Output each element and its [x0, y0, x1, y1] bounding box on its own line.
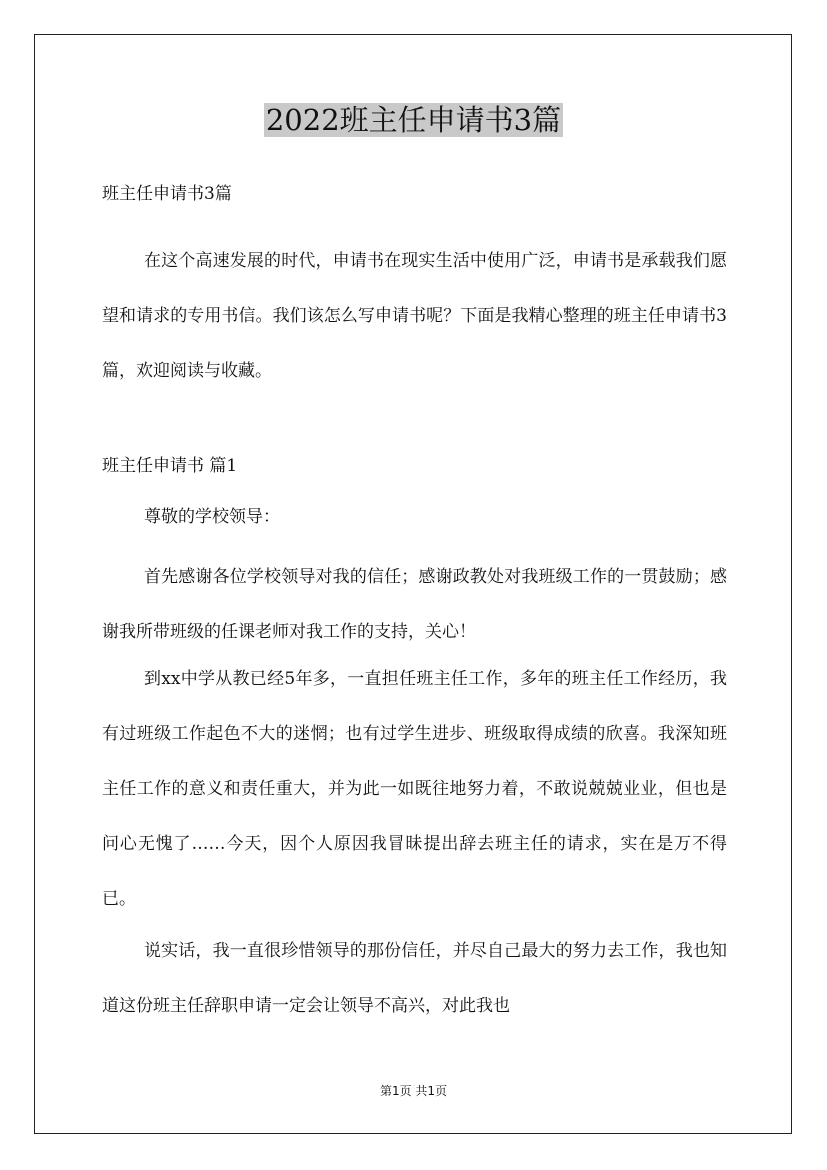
salutation: 尊敬的学校领导：: [144, 507, 280, 527]
body-paragraph: 首先感谢各位学校领导对我的信任；感谢政教处对我班级工作的一贯鼓励；感谢我所带班级的任课老师对我工作的支持，关心！: [102, 567, 727, 642]
body-paragraph: 到xx中学从教已经5年多，一直担任班主任工作，多年的班主任工作经历，我有过班级工作起色不大的迷惘；也有过学生进步、班级取得成绩的欣喜。我深知班主任工作的意义和责任重大，并为此一如既往地努力着，不敢说兢兢业业，但也是问心无愧了……今天，因个人原因我冒昧提出辞去班主任的请求，实在是万不得已。: [102, 669, 727, 909]
document-title-text: 2022班主任申请书3篇: [265, 103, 562, 137]
document-title: [0, 100, 827, 140]
document-subtitle: 班主任申请书3篇: [102, 184, 232, 204]
section-heading: 班主任申请书 篇1: [102, 456, 238, 476]
intro-paragraph: 在这个高速发展的时代，申请书在现实生活中使用广泛，申请书是承载我们愿望和请求的专用书信。我们该怎么写申请书呢？下面是我精心整理的班主任申请书3篇，欢迎阅读与收藏。: [102, 251, 727, 381]
page-number-footer: 第1页 共1页: [379, 1084, 448, 1098]
body-paragraph: 说实话，我一直很珍惜领导的那份信任，并尽自己最大的努力去工作，我也知道这份班主任辞职申请一定会让领导不高兴，对此我也: [102, 941, 727, 1016]
